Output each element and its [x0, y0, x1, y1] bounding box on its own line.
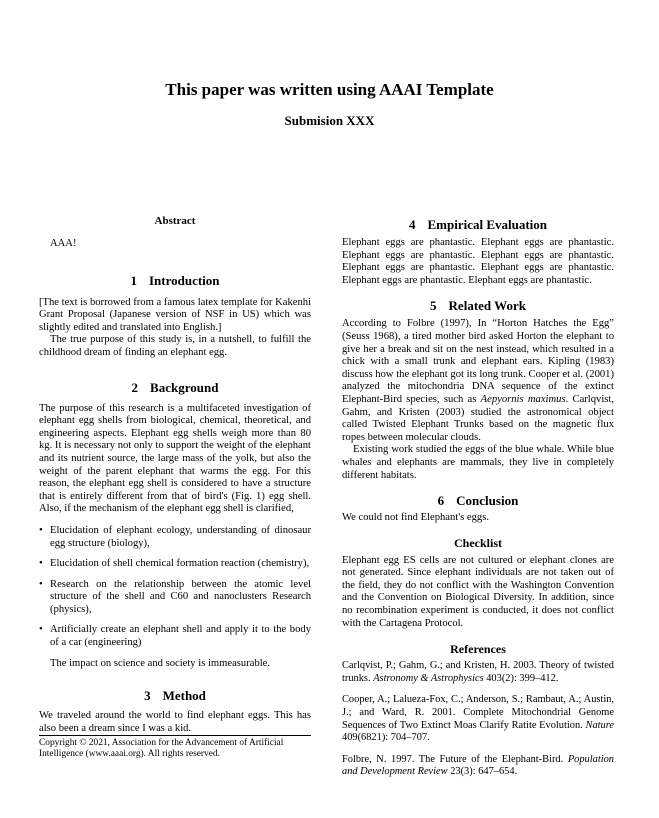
paragraph: Existing work studied the eggs of the blue whale. While blue whales and elephants are mammals, they live in completely different habitats. — [342, 444, 614, 481]
paragraph: Elephant egg ES cells are not cultured or elephant clones are not generated. Since elephant individuals are not taken out of the field, they do not conflict with the Washington Convention and the Convention on Biological Diversity. In addition, since no recombination experiment is conducted, it does not conflict with the Cartagena Protocol. — [342, 554, 614, 629]
text-run: . Carlqvist, Gahm, and Kristen (2003) studied the astronomical object called Twisted Elephant Trunks based on the magnetic flux ropes between molecular clouds. — [342, 393, 614, 443]
ref-venue: Nature — [585, 719, 614, 731]
section-heading-introduction — [39, 273, 311, 288]
section-title: Introduction — [148, 272, 220, 288]
list-item-text: Elucidation of shell chemical formation reaction (chemistry), — [50, 558, 310, 570]
list-item — [39, 558, 311, 571]
section-heading-method — [39, 688, 311, 703]
section-number: 1 — [130, 272, 137, 288]
list-item — [39, 579, 311, 617]
ref-text: 23(3): 647–654. — [447, 766, 518, 778]
section-heading-related — [342, 298, 614, 313]
bullet-glyph: • — [39, 524, 43, 536]
ref-text: Cooper, A.; Lalueza-Fox, C.; Anderson, S.; Rambaut, A.; Austin, J.; and Ward, R. 2001. Complete Mitochondrial Genome Sequences of Two Extinct Moas Clarify Ratite Evolution. — [342, 694, 614, 731]
section-number: 3 — [144, 688, 151, 704]
section-number: 4 — [408, 217, 416, 232]
list-item — [39, 525, 311, 550]
bullet-glyph: • — [39, 558, 43, 570]
list-item-text: Artificially create an elephant shell and apply it to the body of a car (engineering) — [50, 624, 311, 649]
ref-venue: Astronomy & Astrophysics — [373, 672, 484, 684]
paragraph: [The text is borrowed from a famous latex template for Kakenhi Grant Proposal (Japanese version of NSF in US) which was slightly edited and translated into English.] — [39, 296, 311, 333]
ref-text: Folbre, N. 1997. The Future of the Elephant-Bird. — [342, 753, 568, 765]
paper-title: This paper was written using AAAI Template — [165, 80, 494, 99]
section-number: 6 — [437, 493, 445, 509]
species-name: Aepyornis maximus — [480, 393, 566, 405]
footnote-text: Copyright © 2021, Association for the Advancement of Artificial Intelligence (www.aaai.org). All rights reserved. — [39, 738, 284, 760]
paragraph: The purpose of this research is a multifaceted investigation of elephant egg shells from biological, chemical, theoretical, and engineering aspects. Elephant egg shells weigh more than 80 kg. It is necessary not only to support the weight of the elephant and its nutrient source, the large mass of the yolk, but also the weight of the parent elephant that warms the egg. For this reason, the elephant egg shell is considered to have a structure that is entirely different from that of bird's (Fig. 1) egg shell. Also, if the mechanism of the elephant egg shell is clarified, — [39, 402, 311, 515]
paper-author: Submision XXX — [284, 113, 375, 128]
checklist-heading: Checklist — [454, 535, 502, 550]
section-heading-empirical — [342, 217, 614, 232]
section-number: 5 — [430, 298, 437, 314]
footnote-rule — [39, 735, 311, 736]
left-column — [39, 215, 311, 735]
bullet-glyph: • — [39, 624, 43, 636]
list-item-text: Elucidation of elephant ecology, understanding of dinosaur egg structure (biology), — [50, 524, 311, 549]
references-heading: References — [450, 642, 506, 657]
reference-item — [342, 694, 614, 744]
reference-item — [342, 754, 614, 779]
ref-venue: Population and Development Review — [342, 753, 614, 778]
section-title: Background — [150, 379, 219, 395]
right-column — [342, 217, 614, 788]
contribution-list — [39, 525, 311, 650]
section-title: Empirical Evaluation — [427, 217, 548, 232]
paragraph: We traveled around the world to find elephant eggs. This has also been a dream since I was a kid. — [39, 710, 311, 734]
section-heading-background — [39, 380, 311, 395]
text-run: According to Folbre (1997), In “Horton Hatches the Egg” (Seuss 1968), a tired mother bird asked Horton the elephant to give her a break and sit on the nest instead, which resulted in a chick with a small trunk and elephant ears. Kipling (1983) discuss how the elephant got its long trunk. Cooper et al. (2001) analyzed the mitochondria DNA sequence of the extinct Elephant-Bird species, such as — [342, 318, 614, 405]
paragraph: We could not find Elephant's eggs. — [342, 512, 489, 524]
paragraph — [342, 318, 614, 444]
paragraph: Elephant eggs are phantastic. Elephant eggs are phantastic. Elephant eggs are phantastic. Elephant eggs are phantastic. Elephant eggs are phantastic. Elephant eggs are phantastic. Elephant eggs are phantastic. Elephant eggs are phantastic. — [342, 237, 614, 286]
ref-text: Carlqvist, P.; Gahm, G.; and Kristen, H. 2003. Theory of twisted trunks. — [342, 660, 614, 684]
abstract-body: AAA! — [50, 238, 77, 249]
ref-text: 403(2): 399–412. — [483, 672, 559, 684]
section-title: Related Work — [448, 298, 526, 314]
list-item-text: Research on the relationship between the atomic level structure of the shell and C60 and nanoclusters Research (physics), — [50, 578, 311, 615]
section-heading-conclusion — [342, 493, 614, 508]
reference-item — [342, 660, 614, 685]
section-title: Conclusion — [456, 493, 519, 509]
section-number: 2 — [131, 379, 139, 395]
paragraph: The impact on science and society is immeasurable. — [50, 657, 271, 669]
copyright-footnote — [39, 735, 311, 761]
ref-text: 409(6821): 704–707. — [342, 732, 430, 744]
section-title: Method — [162, 688, 206, 704]
abstract-heading: Abstract — [154, 215, 196, 227]
bullet-glyph: • — [39, 578, 43, 590]
paragraph: The true purpose of this study is, in a nutshell, to fulfill the childhood dream of finding an elephant egg. — [39, 334, 311, 358]
list-item — [39, 624, 311, 649]
reference-list — [342, 660, 614, 779]
